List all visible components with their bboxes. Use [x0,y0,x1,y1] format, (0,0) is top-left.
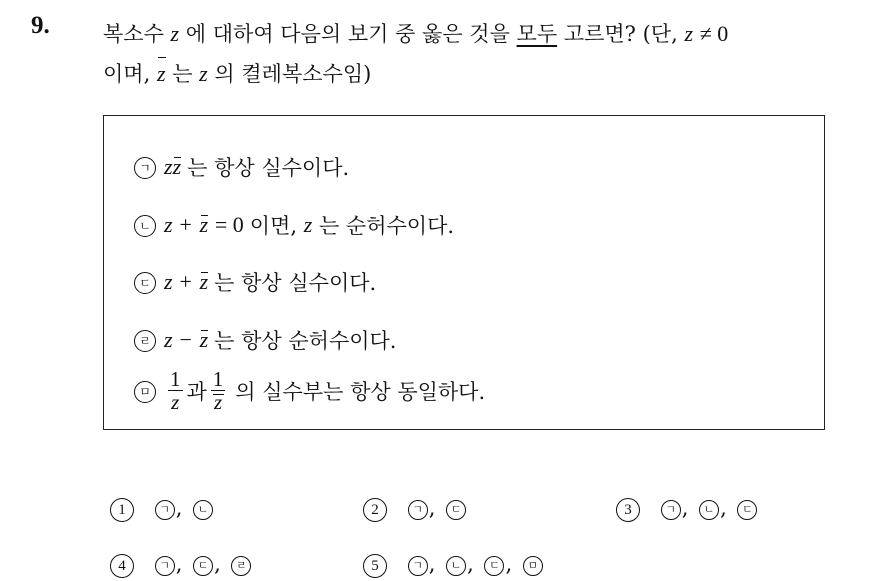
circled-mark: ㄴ [446,556,466,576]
choice-3[interactable]: 3 ㄱ , ㄴ , ㄷ [616,496,757,522]
statement-text: 이면, [249,214,298,238]
statement-text: 는 순허수이다. [318,214,455,238]
statement-text: 의 실수부는 항상 동일하다. [235,379,486,404]
statement-text: 과 [186,379,207,404]
circled-mark: ㄷ [484,556,504,576]
statement-text: 는 항상 순허수이다. [214,329,397,353]
circled-mark: ㄱ [661,500,681,520]
conjugate-z: z [199,327,209,352]
choice-number: 1 [110,498,134,522]
statement-text: 는 항상 실수이다. [187,156,350,180]
conjugate-z: z [172,154,182,179]
variable-z: z [303,212,313,237]
conjugate-z: z [199,269,209,294]
stem-condition: ≠ 0 [699,21,729,46]
choice-number: 3 [616,498,640,522]
statement-expr-tail: = 0 [214,212,244,237]
choice-2[interactable]: 2 ㄱ , ㄷ [363,496,466,522]
statements-box [103,115,825,430]
statement-4 [134,325,397,355]
stem-text: 의 켤레복소수임) [214,62,372,86]
circled-mark: ㄴ [193,500,213,520]
variable-z: z [684,21,694,46]
stem-line-1 [103,14,873,54]
variable-z: z [199,61,208,86]
statement-text: 는 항상 실수이다. [214,271,377,295]
circled-mark: ㅁ [134,379,164,403]
circled-mark: ㄹ [231,556,251,576]
circled-mark: ㄷ [193,556,213,576]
statement-3 [134,267,376,297]
choice-5[interactable]: 5 ㄱ , ㄴ , ㄷ , ㅁ [363,552,543,578]
circled-mark: ㄷ [134,270,164,294]
circled-mark: ㄱ [134,155,164,179]
statement-expr: z + [164,212,193,237]
circled-mark: ㄱ [155,500,175,520]
question-stem [103,14,873,94]
variable-z: z [170,21,180,46]
circled-mark: ㄱ [408,500,428,520]
conjugate-z: z [199,212,209,237]
question-number: 9. [31,12,50,39]
stem-line-2 [103,54,873,94]
stem-text: 고르면? (단, [563,22,678,46]
statement-5 [134,368,485,413]
choice-number: 4 [110,554,134,578]
statement-expr: z + [164,269,193,294]
stem-text: 는 [172,62,193,86]
statement-1 [134,152,349,182]
circled-mark: ㄱ [155,556,175,576]
circled-mark: ㄱ [408,556,428,576]
fraction-1-over-conjugate-z: $\frac{1}{z}$ [212,367,224,414]
circled-mark: ㄴ [699,500,719,520]
stem-text: 에 대하여 다음의 보기 중 옳은 것을 [185,22,510,46]
statement-expr: z − [164,327,193,352]
circled-mark: ㄷ [446,500,466,520]
statement-2 [134,210,454,240]
circled-mark: ㅁ [523,556,543,576]
circled-mark: ㄷ [737,500,757,520]
stem-underlined-word: 모두 [516,22,558,46]
choice-number: 5 [363,554,387,578]
choice-4[interactable]: 4 ㄱ , ㄷ , ㄹ [110,552,251,578]
circled-mark: ㄴ [134,213,164,237]
conjugate-z: z [157,54,166,93]
stem-text: 이며, [103,62,151,86]
stem-text: 복소수 [103,22,164,46]
circled-mark: ㄹ [134,328,164,352]
fraction-1-over-z: $\frac{1}{z}$ [170,367,181,414]
statement-expr: z [164,154,173,179]
choice-number: 2 [363,498,387,522]
choice-1[interactable]: 1 ㄱ , ㄴ [110,496,213,522]
